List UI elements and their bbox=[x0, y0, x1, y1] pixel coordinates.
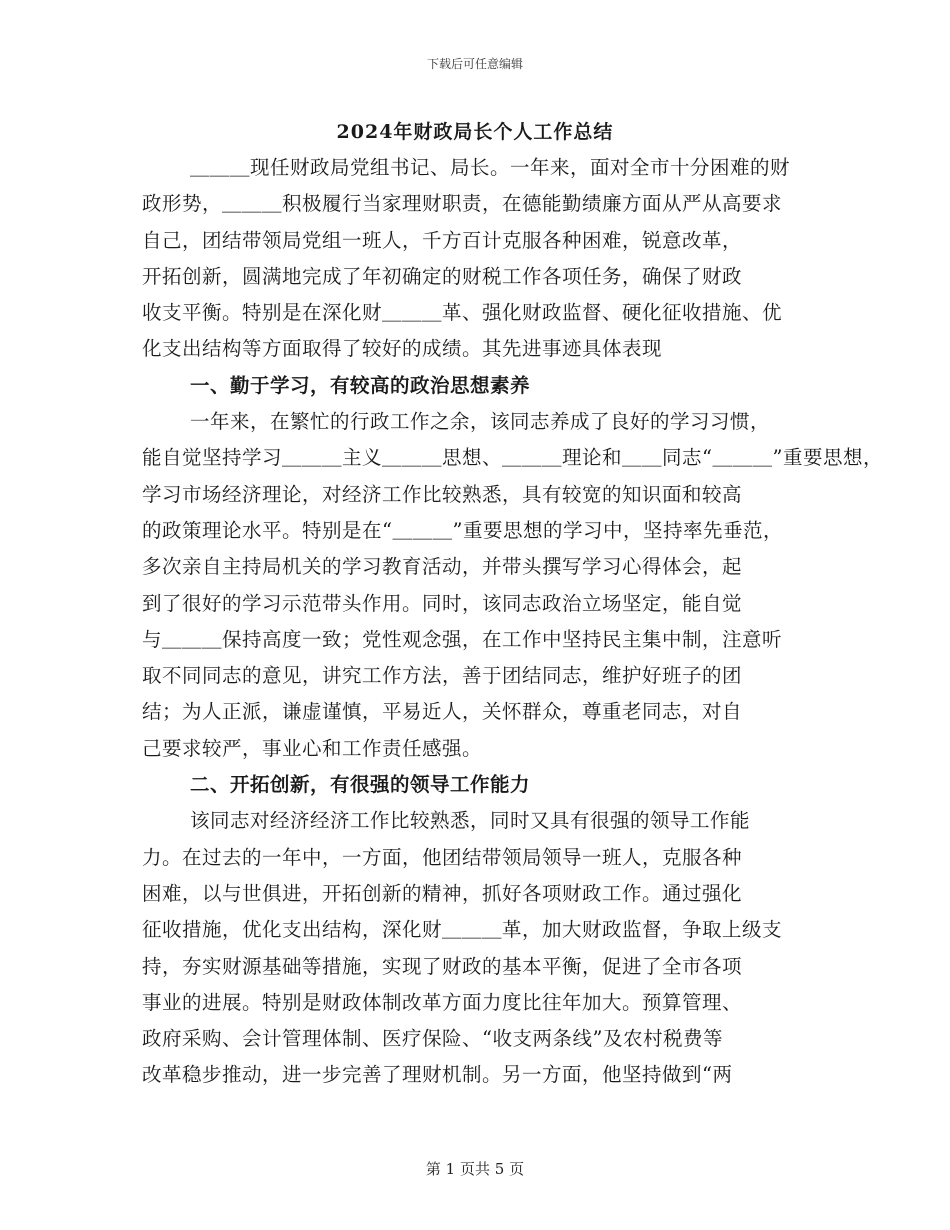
body-text-line: 该同志对经济经济工作比较熟悉，同时又具有很强的领导工作能 bbox=[190, 809, 751, 833]
body-text-line: 的政策理论水平。特别是在“＿＿＿”重要思想的学习中，坚持率先垂范， bbox=[142, 518, 783, 542]
body-text-line: 开拓创新，圆满地完成了年初确定的财税工作各项任务，确保了财政 bbox=[142, 264, 743, 288]
body-text-line: 取不同同志的意见，讲究工作方法，善于团结同志，维护好班子的团 bbox=[142, 664, 743, 688]
section-heading: 一、勤于学习，有较高的政治思想素养 bbox=[190, 373, 531, 397]
body-text-line: 困难，以与世俱进，开拓创新的精神，抓好各项财政工作。通过强化 bbox=[142, 881, 743, 905]
header-note: 下载后可任意编辑 bbox=[426, 57, 523, 71]
body-text-line: 改革稳步推动，进一步完善了理财机制。另一方面，他坚持做到“两 bbox=[142, 1063, 733, 1087]
body-text-line: 己要求较严，事业心和工作责任感强。 bbox=[142, 736, 483, 760]
body-text-line: 事业的进展。特别是财政体制改革方面力度比往年加大。预算管理、 bbox=[142, 990, 743, 1014]
body-text-line: 政府采购、会计管理体制、医疗保险、“收支两条线”及农村税费等 bbox=[142, 1027, 723, 1051]
section-heading: 二、开拓创新，有很强的领导工作能力 bbox=[190, 773, 531, 797]
body-text-line: 到了很好的学习示范带头作用。同时，该同志政治立场坚定，能自觉 bbox=[142, 591, 743, 615]
body-text-line: 化支出结构等方面取得了较好的成绩。其先进事迹具体表现 bbox=[142, 337, 663, 361]
body-text-line: 能自觉坚持学习＿＿＿主义＿＿＿思想、＿＿＿理论和＿＿同志“＿＿＿”重要思想， bbox=[142, 446, 883, 470]
body-text-line: 学习市场经济理论，对经济工作比较熟悉，具有较宽的知识面和较高 bbox=[142, 482, 743, 506]
body-text-line: 政形势，＿＿＿积极履行当家理财职责，在德能勤绩廉方面从严从高要求 bbox=[142, 192, 783, 216]
body-text-line: 与＿＿＿保持高度一致；党性观念强，在工作中坚持民主集中制，注意听 bbox=[142, 627, 783, 651]
document-body bbox=[142, 150, 883, 1094]
body-text-line: 结；为人正派，谦虚谨慎，平易近人，关怀群众，尊重老同志，对自 bbox=[142, 700, 743, 724]
body-text-line: 征收措施，优化支出结构，深化财＿＿＿革，加大财政监督，争取上级支 bbox=[142, 918, 783, 942]
body-text-line: 力。在过去的一年中，一方面，他团结带领局领导一班人，克服各种 bbox=[142, 845, 743, 869]
body-text-line: 一年来，在繁忙的行政工作之余，该同志养成了良好的学习习惯， bbox=[190, 410, 771, 434]
body-text-line: 多次亲自主持局机关的学习教育活动，并带头撰写学习心得体会，起 bbox=[142, 555, 743, 579]
body-text-line: 收支平衡。特别是在深化财＿＿＿革、强化财政监督、硬化征收措施、优 bbox=[142, 301, 783, 325]
body-text-line: ＿＿＿现任财政局党组书记、局长。一年来，面对全市十分困难的财 bbox=[190, 156, 791, 179]
body-text-line: 自己，团结带领局党组一班人，千方百计克服各种困难，锐意改革， bbox=[142, 228, 743, 252]
document-title: 2024年财政局长个人工作总结 bbox=[336, 121, 614, 143]
body-text-line: 持，夯实财源基础等措施，实现了财政的基本平衡，促进了全市各项 bbox=[142, 954, 743, 978]
page-footer: 第 1 页共 5 页 bbox=[425, 1160, 525, 1178]
